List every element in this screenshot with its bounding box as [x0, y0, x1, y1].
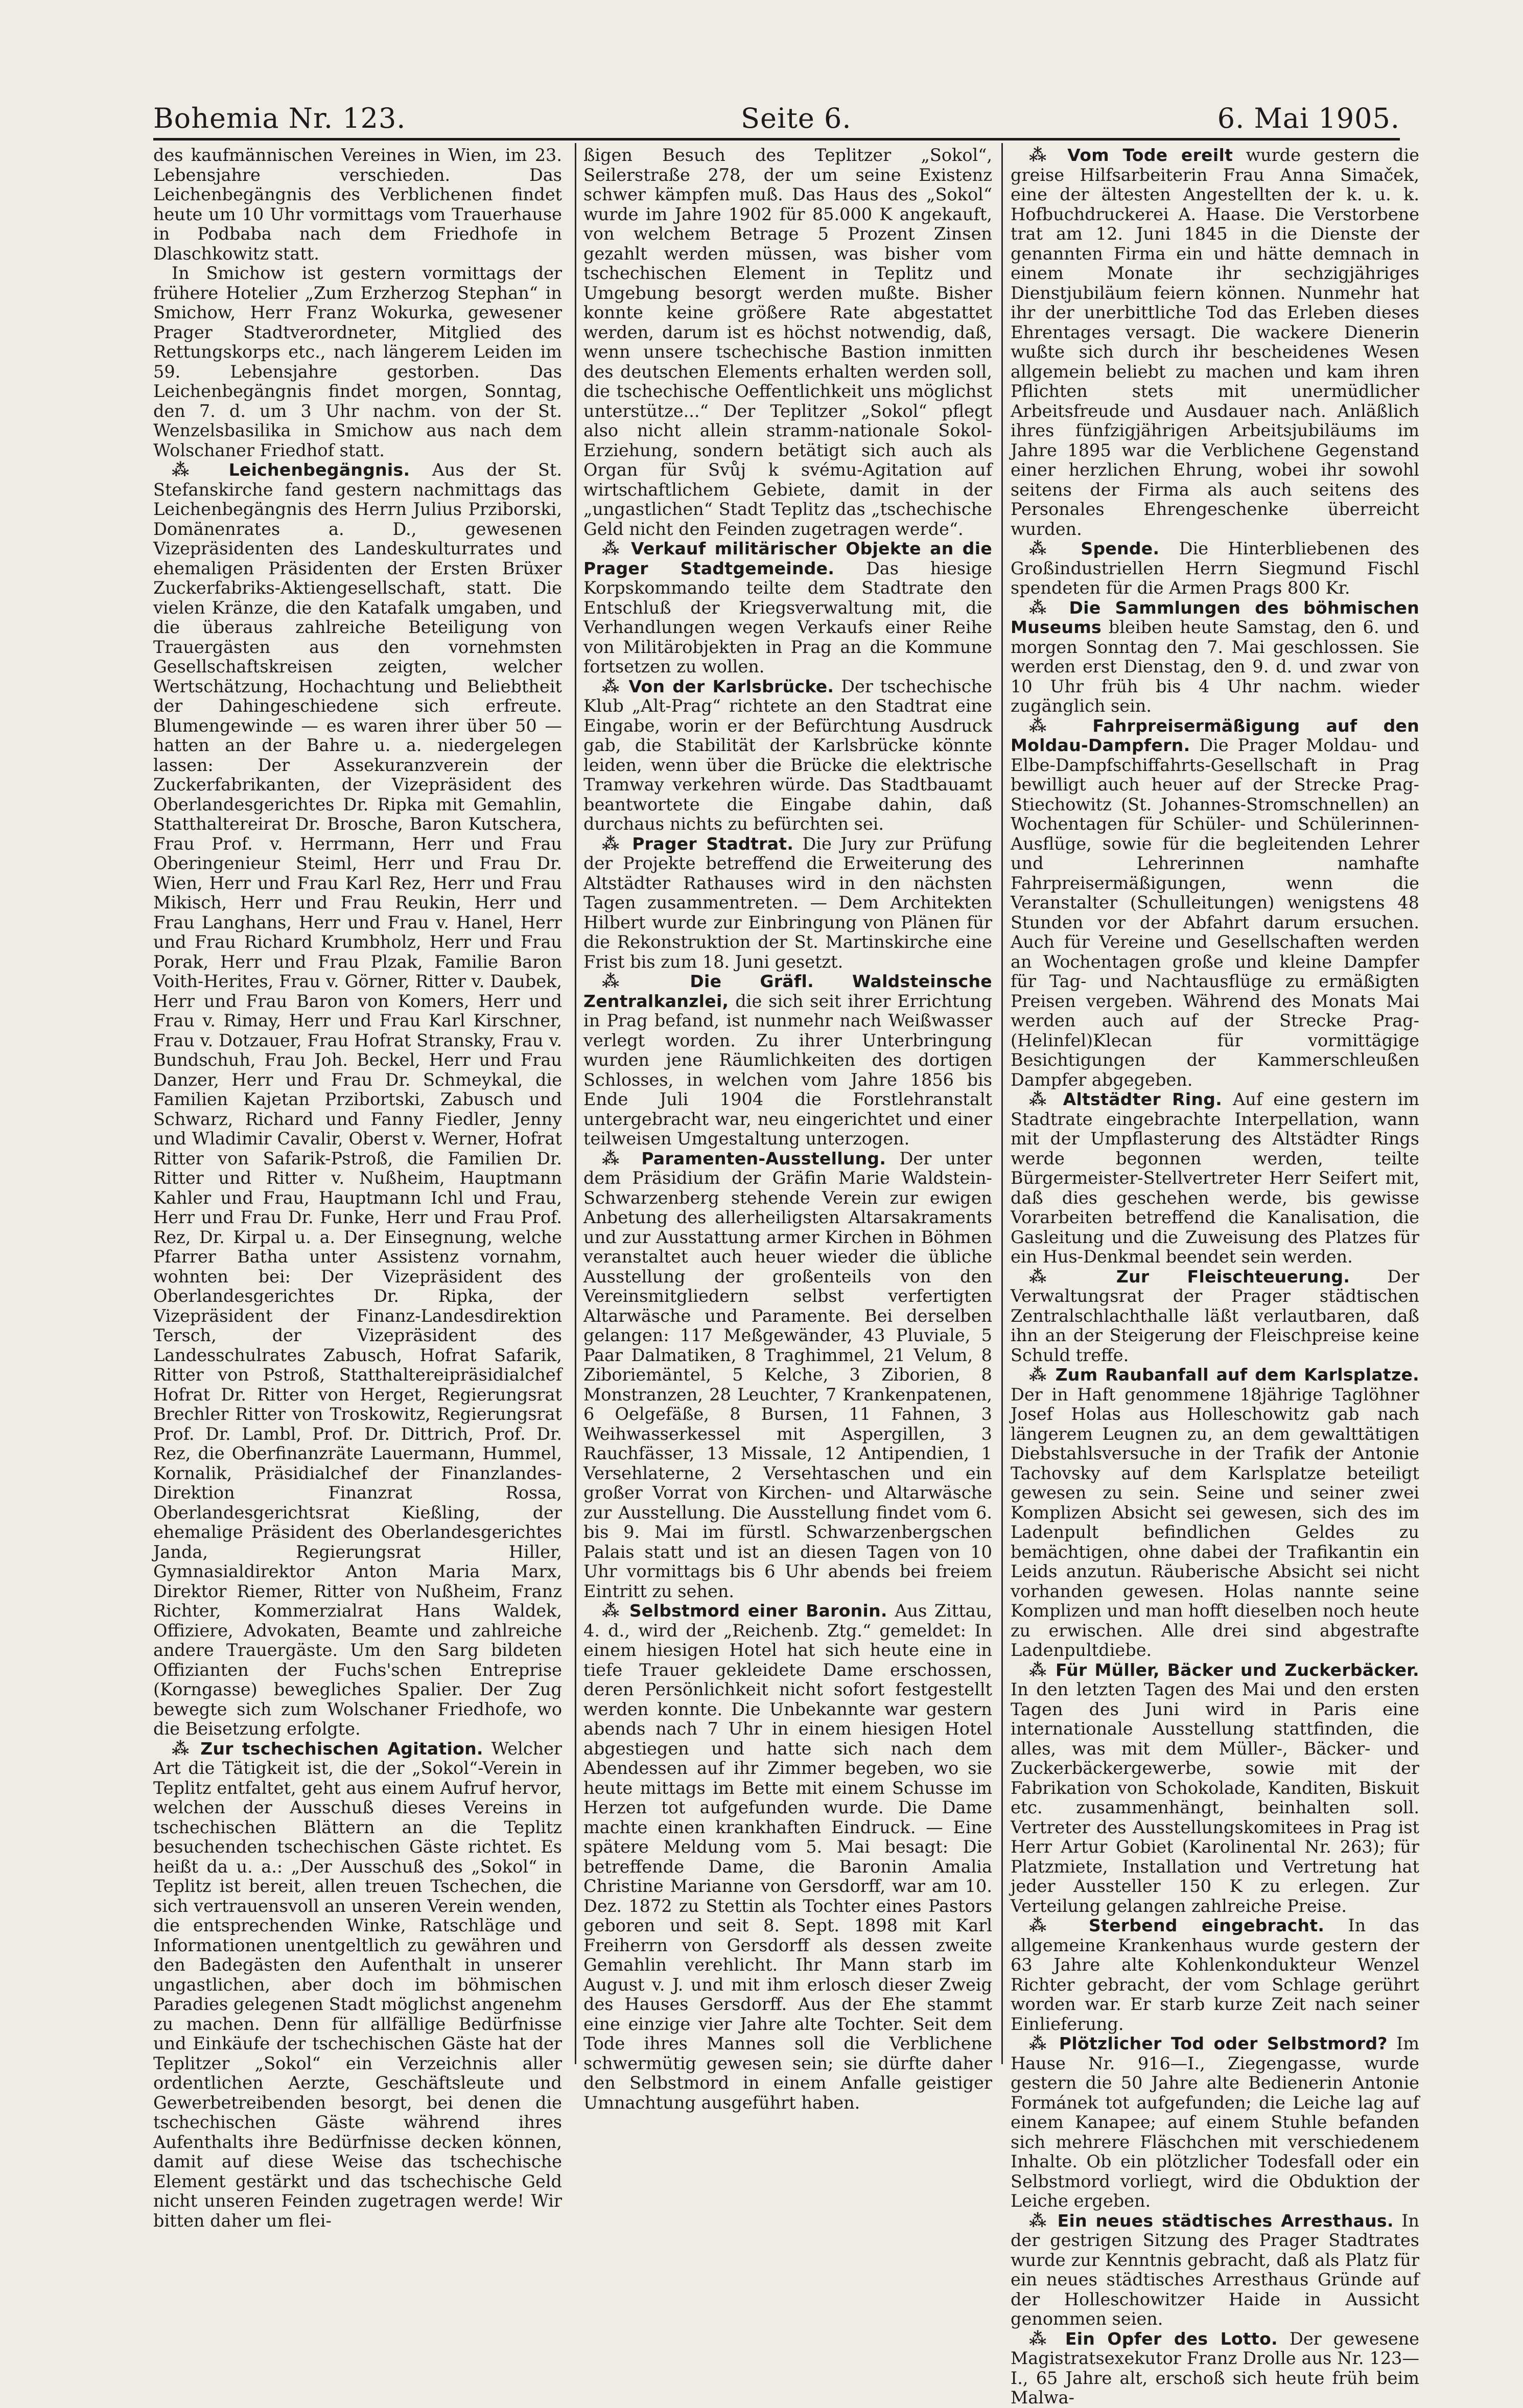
asterism-icon: ⁂ — [602, 971, 690, 991]
header-publication-number: Bohemia Nr. 123. — [153, 102, 406, 134]
article-paragraph — [1011, 1267, 1419, 1366]
page-header — [153, 102, 1400, 138]
article-text: ßigen Besuch des Teplitzer „Sokol“, Seilerstraße 278, der um seine Existenz schwer kämpfen muß. Das Haus des „Sokol“ wurde im Jahre 1902 für 85.000 K angekauft, von welchem Betrage 5 Prozent Zinsen gezahlt werden müssen, was bisher vom tschechischen Element in Teplitz und Umgebung besorgt werden mußte. Bisher konnte keine größere Rate abgestattet werden, darum ist es höchst notwendig, daß, wenn unsere tschechische Bastion inmitten des deutschen Elements erhalten werden soll, die tschechische Oeffentlichkeit uns möglichst unterstütze...“ Der Teplitzer „Sokol“ pflegt also nicht allein stramm-nationale Sokol-Erziehung, sondern betätigt sich auch als Organ für Svůj k svému-Agitation auf wirtschaftlichem Gebiete, damit in der „ungastlichen“ Stadt Teplitz das „tschechische Geld nicht den Feinden zugetragen werde“. — [583, 145, 992, 539]
asterism-icon: ⁂ — [602, 1148, 642, 1168]
article-paragraph — [1011, 539, 1419, 598]
article-headline: Zur tschechischen Agitation. — [200, 1738, 483, 1759]
article-headline: Die Gräfl. Waldsteinsche Zentralkanzlei, — [583, 971, 992, 1011]
asterism-icon: ⁂ — [172, 460, 229, 480]
asterism-icon: ⁂ — [1029, 1089, 1063, 1109]
article-text: Der in Haft genommene 18jährige Taglöhner Josef Holas aus Holleschowitz gab nach längerem Leugnen zu, an dem gewalttätigen Diebstahlsversuche in der Trafik der Antonie Tachovsky auf dem Karlsplatze beteiligt gewesen zu sein. Seine und seiner zwei Komplizen Absicht sei gewesen, sich des im Ladenpult befindlichen Geldes zu bemächtigen, ohne dabei der Trafikantin ein Leids anzutun. Räuberische Absicht sei nicht vorhanden gewesen. Holas nannte seine Komplizen und man hofft dieselben noch heute zu erwischen. Alle drei sind abgestrafte Ladenpultdiebe. — [1011, 1384, 1419, 1660]
asterism-icon: ⁂ — [1029, 597, 1069, 618]
asterism-icon: ⁂ — [1029, 1915, 1089, 1935]
article-text: In der gestrigen Sitzung des Prager Stadtrates wurde zur Kenntnis gebracht, daß als Platz für ein neues städtisches Arresthaus Gründe auf der Holleschowitzer Haide in Aussicht genommen seien. — [1011, 2210, 1419, 2329]
article-headline: Leichenbegängnis. — [228, 460, 410, 480]
article-headline: Die Sammlungen des böhmischen Museums — [1011, 597, 1420, 637]
article-paragraph — [583, 834, 992, 972]
article-paragraph — [583, 146, 992, 539]
article-text: die sich seit ihrer Errichtung in Prag befand, ist nunmehr nach Weißwasser verlegt worden. Zu ihrer Unterbringung wurden jene Räumlichkeiten des dortigen Schlosses, in welchen vom Jahre 1856 bis Ende Juli 1904 die Forstlehranstalt untergebracht war, neu eingerichtet und einer teilweisen Umgestaltung unterzogen. — [583, 991, 992, 1149]
article-headline: Paramenten-Ausstellung. — [641, 1148, 886, 1168]
article-text: Der gewesene Magistratsexekutor Franz Drolle aus Nr. 123—I., 65 Jahre alt, erschoß sich heute früh beim Malwa- — [1011, 2328, 1419, 2407]
article-paragraph — [1011, 1916, 1419, 2034]
article-paragraph — [1011, 716, 1419, 1090]
article-headline: Von der Karlsbrücke. — [628, 676, 834, 696]
article-paragraph — [153, 146, 562, 264]
column-divider-2 — [1001, 143, 1003, 2064]
article-headline: Ein neues städtisches Arresthaus. — [1057, 2210, 1394, 2231]
article-paragraph — [1011, 598, 1419, 716]
article-paragraph — [1011, 2329, 1419, 2408]
article-headline: Ein Opfer des Lotto. — [1065, 2328, 1278, 2349]
column-1 — [153, 145, 563, 2231]
column-divider-1 — [575, 143, 576, 2064]
header-rule — [153, 138, 1400, 141]
article-text: Der Verwaltungsrat der Prager städtischen Zentralschlachthalle läßt verlautbaren, daß ihn an der Steigerung der Fleischpreise keine Schuld treffe. — [1011, 1266, 1419, 1365]
article-text: Aus Zittau, 4. d., wird der „Reichenb. Ztg.“ gemeldet: In einem hiesigen Hotel hat sich heute eine in tiefe Trauer gekleidete Dame erschossen, deren Persönlichkeit nicht sofort festgestellt werden konnte. Die Unbekannte war gestern abends nach 7 Uhr in einem hiesigen Hotel abgestiegen und hatte sich nach dem Abendessen auf ihr Zimmer begeben, wo sie heute mittags im Bette mit einem Schusse im Herzen tot aufgefunden wurde. Die Dame machte einen krankhaften Eindruck. — Eine spätere Meldung vom 5. Mai besagt: Die betreffende Dame, die Baronin Amalia Christine Marianne von Gersdorff, war am 10. Dez. 1872 zu Stettin als Tochter eines Pastors geboren und seit 8. Sept. 1898 mit Karl Freiherrn von Gersdorff als dessen zweite Gemahlin verehlicht. Ihr Mann starb im August v. J. und mit ihm erlosch dieser Zweig des Hauses Gersdorff. Aus der Ehe stammt eine einzige vier Jahre alte Tochter. Seit dem Tode ihres Mannes soll die Verblichene schwermütig gewesen sein; sie dürfte daher den Selbstmord in einem Anfalle geistiger Umnachtung ausgeführt haben. — [583, 1601, 992, 2113]
article-headline: Vom Tode ereilt — [1067, 145, 1233, 165]
article-paragraph — [583, 1149, 992, 1602]
article-paragraph — [153, 1739, 562, 2231]
article-paragraph — [1011, 1365, 1419, 1661]
article-text: Das hiesige Korpskommando teilte dem Stadtrate den Entschluß der Kriegsverwaltung mit, die Verhandlungen wegen Verkaufs einer Reihe von Militärobjekten in Prag an die Kommune fortsetzen zu wollen. — [583, 558, 992, 676]
asterism-icon: ⁂ — [602, 676, 629, 696]
article-paragraph — [1011, 146, 1419, 539]
article-paragraph — [1011, 2211, 1419, 2329]
article-headline: Spende. — [1081, 539, 1160, 558]
asterism-icon: ⁂ — [1029, 1365, 1056, 1385]
article-headline: Altstädter Ring. — [1063, 1089, 1223, 1109]
article-paragraph — [153, 264, 562, 460]
article-paragraph — [153, 460, 562, 1739]
article-paragraph — [583, 972, 992, 1149]
article-text: Der tschechische Klub „Alt-Prag“ richtete an den Stadtrat eine Eingabe, worin er der Befürchtung Ausdruck gab, die Stabilität der Karlsbrücke könnte leiden, wenn über die Brücke die elektrische Tramway verkehren würde. Das Stadtbauamt beantwortete die Eingabe dahin, daß durchaus nichts zu befürchten sei. — [583, 676, 993, 834]
article-text: Welcher Art die Tätigkeit ist, die der „Sokol“-Verein in Teplitz entfaltet, geht aus einem Aufruf hervor, welchen der Ausschuß dieses Vereins in tschechischen Blättern an die Teplitz besuchenden tschechischen Gäste richtet. Es heißt da u. a.: „Der Ausschuß des „Sokol“ in Teplitz ist bereit, allen treuen Tschechen, die sich vertrauensvoll an unseren Verein wenden, die entsprechenden Winke, Ratschläge und Informationen unentgeltlich zu gewähren und den Badegästen den Aufenthalt in unserer ungastlichen, aber doch im böhmischen Paradies gelegenen Stadt möglichst angenehm zu machen. Denn für allfällige Bedürfnisse und Einkäufe der tschechischen Gäste hat der Teplitzer „Sokol“ ein Verzeichnis aller ordentlichen Aerzte, Geschäftsleute und Gewerbetreibenden besorgt, bei denen die tschechischen Gäste während ihres Aufenthalts ihre Bedürfnisse decken können, damit auf diese Weise das tschechische Element gestärkt und das tschechische Geld nicht unseren Feinden zugetragen werde! Wir bitten daher um flei- — [153, 1738, 562, 2231]
article-headline: Plötzlicher Tod oder Selbstmord? — [1059, 2033, 1388, 2053]
article-text: wurde gestern die greise Hilfsarbeiterin Frau Anna Simaček, eine der ältesten Angestellten der k. u. k. Hofbuchdruckerei A. Haase. Die Verstorbene trat am 12. Juni 1845 in die Dienste der genannten Firma ein und hätte demnach in einem Monate ihr sechzigjähriges Dienstjubiläum feiern können. Nunmehr hat ihr der unerbittliche Tod das Erleben dieses Ehrentages versagt. Die wackere Dienerin wußte sich durch ihr bescheidenes Wesen allgemein beliebt zu machen und kam ihren Pflichten stets mit unermüdlicher Arbeitsfreude und Ausdauer nach. Anläßlich ihres fünfzigjährigen Arbeitsjubiläums im Jahre 1895 war die Verblichene Gegenstand einer herzlichen Ehrung, wobei ihr sowohl seitens der Firma als auch seitens des Personales Ehrengeschenke überreicht wurden. — [1011, 145, 1419, 539]
article-paragraph — [1011, 2034, 1419, 2211]
article-text: Der unter dem Präsidium der Gräfin Marie Waldstein-Schwarzenberg stehende Verein zur ewigen Anbetung des allerheiligsten Altarsakraments und zur Ausstattung armer Kirchen in Böhmen veranstaltet auch heuer wieder die übliche Ausstellung der großenteils von den Vereinsmitgliedern selbst verfertigten Altarwäsche und Paramente. Bei derselben gelangen: 117 Meßgewänder, 43 Pluviale, 5 Paar Dalmatiken, 8 Traghimmel, 21 Velum, 8 Ziboriemäntel, 5 Kelche, 3 Ziborien, 8 Monstranzen, 28 Leuchter, 7 Krankenpatenen, 6 Oelgefäße, 8 Bursen, 11 Fahnen, 3 Weihwasserkessel mit Aspergillen, 3 Rauchfässer, 13 Missale, 12 Antipendien, 1 Versehlaterne, 2 Versehtaschen und ein großer Vorrat von Kirchen- und Altarwäsche zur Ausstellung. Die Ausstellung findet vom 6. bis 9. Mai im fürstl. Schwarzenbergschen Palais statt und ist an diesen Tagen von 10 Uhr vormittags bis 6 Uhr abends bei freiem Eintritt zu sehen. — [583, 1148, 992, 1601]
column-2 — [583, 145, 993, 2113]
asterism-icon: ⁂ — [1029, 2210, 1058, 2231]
asterism-icon: ⁂ — [1029, 145, 1068, 165]
article-headline: Fahrpreisermäßigung auf den Moldau-Dampfern. — [1011, 715, 1419, 755]
article-text: In den letzten Tagen des Mai und den ersten Tagen des Juni wird in Paris eine internationale Ausstellung stattfinden, die alles, was mit dem Müller-, Bäcker- und Zuckerbäckergewerbe, sowie mit der Fabrikation von Schokolade, Kanditen, Biskuit etc. zusammenhängt, beinhalten soll. Vertreter des Ausstellungskomitees in Prag ist Herr Artur Gobiet (Karolinental Nr. 263); für Platzmiete, Installation und Vertretung hat jeder Aussteller 150 K zu erlegen. Zur Verteilung gelangen zahlreiche Preise. — [1011, 1679, 1419, 1916]
article-headline: Für Müller, Bäcker und Zuckerbäcker. — [1056, 1659, 1419, 1680]
article-headline: Zum Raubanfall auf dem Karlsplatze. — [1055, 1365, 1419, 1385]
article-paragraph — [1011, 1661, 1419, 1916]
asterism-icon: ⁂ — [1029, 1659, 1056, 1680]
article-text: bleiben heute Samstag, den 6. und morgen Sonntag den 7. Mai geschlossen. Sie werden erst Dienstag, den 9. d. und zwar von 10 Uhr früh bis 4 Uhr nachm. wieder zugänglich sein. — [1011, 617, 1419, 716]
asterism-icon: ⁂ — [1029, 715, 1093, 736]
article-text: des kaufmännischen Vereines in Wien, im 23. Lebensjahre verschieden. Das Leichenbegängnis des Verblichenen findet heute um 10 Uhr vormittags vom Trauerhause in Podbaba nach dem Friedhofe in Dlaschkowitz statt. — [153, 145, 562, 264]
article-headline: Zur Fleischteuerung. — [1116, 1266, 1350, 1287]
asterism-icon: ⁂ — [1029, 2033, 1059, 2053]
asterism-icon: ⁂ — [1029, 2328, 1065, 2349]
article-text: Im Hause Nr. 916—I., Ziegengasse, wurde gestern die 50 Jahre alte Bedienerin Antonie Formánek tot aufgefunden; die Leiche lag auf einem Kanapee; auf einem Stuhle befanden sich mehrere Fläschchen mit verschiedenem Inhalte. Ob ein plötzlicher Todesfall oder ein Selbstmord vorliegt, wird die Obduktion der Leiche ergeben. — [1011, 2033, 1420, 2211]
article-text: Die Hinterbliebenen des Großindustriellen Herrn Siegmund Fischl spendeten für die Armen Prags 800 Kr. — [1011, 539, 1419, 598]
article-paragraph — [583, 539, 992, 677]
article-text: In Smichow ist gestern vormittags der frühere Hotelier „Zum Erzherzog Stephan“ in Smichow, Herr Franz Wokurka, gewesener Prager Stadtverordneter, Mitglied des Rettungskorps etc., nach längerem Leiden im 59. Lebensjahre gestorben. Das Leichenbegängnis findet morgen, Sonntag, den 7. d. um 3 Uhr nachm. von der St. Wenzelsbasilika in Smichow aus nach dem Wolschaner Friedhof statt. — [153, 263, 562, 460]
article-text: Die Jury zur Prüfung der Projekte betreffend die Erweiterung des Altstädter Rathauses wird in den nächsten Tagen zusammentreten. — Dem Architekten Hilbert wurde zur Einbringung von Plänen für die Rekonstruktion der St. Martinskirche eine Frist bis zum 18. Juni gesetzt. — [583, 833, 992, 972]
article-text: Auf eine gestern im Stadtrate eingebrachte Interpellation, wann mit der Umpflasterung des Altstädter Rings werde begonnen werden, teilte Bürgermeister-Stellvertreter Herr Seifert mit, daß dies geschehen werde, bis gewisse Vorarbeiten betreffend die Kanalisation, die Gasleitung und die Zuweisung des Platzes für ein Hus-Denkmal beendet sein werden. — [1011, 1089, 1420, 1267]
article-paragraph — [583, 677, 992, 834]
asterism-icon: ⁂ — [602, 1601, 629, 1621]
article-text: In das allgemeine Krankenhaus wurde gestern der 63 Jahre alte Kohlenkondukteur Wenzel Richter gebracht, der vom Schlage gerührt worden war. Er starb kurze Zeit nach seiner Einlieferung. — [1011, 1915, 1419, 2034]
header-date: 6. Mai 1905. — [1217, 102, 1400, 134]
column-3 — [1011, 145, 1420, 2407]
article-text: Aus der St. Stefanskirche fand gestern nachmittags das Leichenbegängnis des Herrn Julius Prziborski, Domänenrates a. D., gewesenen Vizepräsidenten des Landeskulturrates und ehemaligen Präsidenten der Ersten Brüxer Zuckerfabriks-Aktiengesellschaft, statt. Die vielen Kränze, die den Katafalk umgaben, und die überaus zahlreiche Beteiligung von Trauergästen aus den vornehmsten Gesellschaftskreisen zeigten, welcher Wertschätzung, Hochachtung und Beliebtheit der Dahingeschiedene sich erfreute. Blumengewinde — es waren ihrer über 50 — hatten an der Bahre u. a. niedergelegen lassen: Der Assekuranzverein der Zuckerfabrikanten, der Vizepräsident des Oberlandesgerichtes Dr. Ripka mit Gemahlin, Statthaltereirat Dr. Brosche, Baron Kutschera, Frau Prof. v. Herrmann, Herr und Frau Oberingenieur Steiml, Herr und Frau Dr. Wien, Herr und Frau Karl Rez, Herr und Frau Mikisch, Herr und Frau Reukin, Herr und Frau Langhans, Herr und Frau v. Hanel, Herr und Frau Richard Krumbholz, Herr und Frau Porak, Herr und Frau Plzak, Familie Baron Voith-Herites, Frau v. Görner, Ritter v. Daubek, Herr und Frau Baron von Komers, Herr und Frau v. Rimay, Herr und Frau Karl Kirschner, Frau v. Dotzauer, Frau Hofrat Stransky, Frau v. Bundschuh, Frau Joh. Beckel, Herr und Frau Danzer, Herr und Frau Dr. Schmeykal, die Familien Kajetan Przibortski, Zabusch und Schwarz, Richard und Fanny Fiedler, Jenny und Wladimir Cavalir, Oberst v. Werner, Hofrat Ritter von Safarik-Pstroß, die Familien Dr. Ritter und Ritter v. Nußheim, Hauptmann Kahler und Frau, Hauptmann Ichl und Frau, Herr und Frau Dr. Funke, Herr und Frau Prof. Rez, Dr. Kirpal u. a. Der Einsegnung, welche Pfarrer Batha unter Assistenz vornahm, wohnten bei: Der Vizepräsident des Oberlandesgerichtes Dr. Ripka, der Vizepräsident der Finanz-Landesdirektion Tersch, der Vizepräsident des Landesschulrates Zabusch, Hofrat Safarik, Ritter von Pstroß, Statthaltereipräsidialchef Hofrat Dr. Ritter von Herget, Regierungsrat Brechler Ritter von Troskowitz, Regierungsrat Prof. Dr. Lambl, Prof. Dr. Dittrich, Prof. Dr. Rez, die Oberfinanzräte Lauermann, Hummel, Kornalik, Präsidialchef der Finanzlandes-Direktion Finanzrat Rossa, Oberlandesgerichtsrat Kießling, der ehemalige Präsident des Oberlandesgerichtes Janda, Regierungsrat Hiller, Gymnasialdirektor Anton Maria Marx, Direktor Riemer, Ritter von Nußheim, Franz Richter, Kommerzialrat Hans Waldek, Offiziere, Advokaten, Beamte und zahlreiche andere Trauergäste. Um den Sarg bildeten Offizianten der Fuchs'schen Entreprise (Korngasse) bewegliches Spalier. Der Zug bewegte sich zum Wolschaner Friedhofe, wo die Beisetzung erfolgte. — [153, 460, 563, 1739]
article-headline: Verkauf militärischer Objekte an die Prager Stadtgemeinde. — [583, 539, 992, 578]
article-headline: Sterbend eingebracht. — [1088, 1915, 1325, 1935]
article-headline: Prager Stadtrat. — [632, 833, 794, 854]
asterism-icon: ⁂ — [172, 1738, 201, 1759]
article-paragraph — [1011, 1090, 1419, 1267]
header-page-number: Seite 6. — [741, 102, 852, 134]
article-paragraph — [583, 1601, 992, 2113]
asterism-icon: ⁂ — [602, 833, 632, 854]
article-text: Die Prager Moldau- und Elbe-Dampfschiffahrts-Gesellschaft in Prag bewilligt auch heuer auf der Strecke Prag-Stiechowitz (St. Johannes-Stromschnellen) an Wochentagen für Schüler- und Schülerinnen-Ausflüge, sowie für die begleitenden Lehrer und Lehrerinnen namhafte Fahrpreisermäßigungen, wenn die Veranstalter (Schulleitungen) wenigstens 48 Stunden vor der Abfahrt darum ersuchen. Auch für Vereine und Gesellschaften werden an Wochentagen große und kleine Dampfer für Tag- und Nachtausflüge zu ermäßigten Preisen vergeben. Während des Monats Mai werden auch auf der Strecke Prag-(Helinfel)Klecan für vormittägige Besichtigungen der Kammerschleußen Dampfer abgegeben. — [1011, 735, 1420, 1090]
asterism-icon: ⁂ — [1029, 1266, 1116, 1287]
asterism-icon: ⁂ — [602, 539, 631, 558]
asterism-icon: ⁂ — [1029, 539, 1081, 558]
article-headline: Selbstmord einer Baronin. — [629, 1601, 887, 1621]
